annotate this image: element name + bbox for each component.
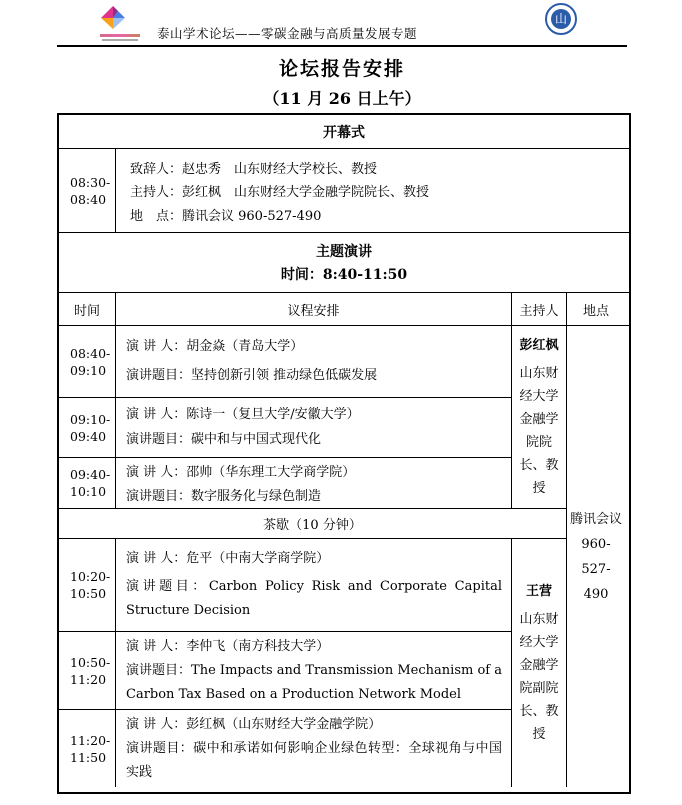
column-header-moderator: 主持人: [512, 293, 567, 325]
row-time: 10:50-11:20: [70, 654, 111, 687]
column-header-time: 时间: [59, 293, 116, 325]
row-time-cell: [59, 632, 116, 710]
tea-break-row: 茶歇（10 分钟）: [59, 509, 567, 539]
row-agenda-cell: [116, 326, 512, 398]
opening-row: [59, 149, 629, 233]
moderator-role: 山东财经大学金融学院副院长、教授: [519, 612, 559, 742]
topic-line: 演讲题目：数字服务化与绿色制造: [126, 489, 322, 504]
page-subtitle: （11 月 26 日上午）: [263, 89, 421, 108]
topic-line: 演讲题目：碳中和承诺如何影响企业绿色转型：全球视角与中国实践: [126, 741, 502, 780]
opening-time-cell: [59, 149, 116, 232]
location-cell: 腾讯会议960-527-490: [570, 511, 623, 602]
keynote-section-title: 主题演讲: [316, 244, 372, 260]
row-time-cell: [59, 539, 116, 632]
document-header: [0, 0, 682, 48]
row-time: 10:20-10:50: [70, 569, 111, 601]
row-time-cell: [59, 458, 116, 509]
row-agenda-cell: [116, 539, 512, 632]
column-header-location: 地点: [582, 303, 609, 319]
row-time-cell: [59, 398, 116, 458]
opening-line: 主持人：彭红枫 山东财经大学金融学院院长、教授: [130, 185, 430, 200]
opening-time: 08:30-08:40: [70, 174, 111, 207]
row-agenda-cell: [116, 458, 512, 509]
opening-details-cell: [116, 149, 629, 232]
moderator-name: 王营: [525, 584, 552, 599]
moderator-name: 彭红枫: [519, 338, 559, 353]
topic-line: 演讲题目：The Impacts and Transmission Mechanism of a Carbon Tax Based on a Production Network Model: [126, 663, 502, 702]
logo-caption-decoration: [100, 34, 140, 37]
speaker-line: 演 讲 人：李仲飞（南方科技大学）: [126, 639, 330, 654]
keynote-body: [59, 326, 629, 787]
seal-mountain-glyph: 山: [551, 9, 571, 29]
column-header-agenda: 议程安排: [116, 293, 512, 325]
moderator-cell: [512, 539, 567, 787]
keynote-time-line: 时间：8:40-11:50: [280, 267, 408, 283]
speaker-line: 演 讲 人：陈诗一（复旦大学/安徽大学）: [126, 406, 360, 422]
row-time: 09:40-10:10: [70, 467, 111, 499]
row-agenda-cell: [116, 710, 512, 787]
column-header-row: [59, 293, 629, 326]
page-title: 论坛报告安排: [278, 58, 405, 80]
taishan-forum-logo-icon: [98, 5, 142, 45]
header-divider: [57, 45, 627, 47]
speaker-line: 演 讲 人：胡金焱（青岛大学）: [126, 338, 304, 354]
keynote-section-header: [59, 233, 629, 293]
opening-line: 致辞人：赵忠秀 山东财经大学校长、教授: [130, 161, 378, 177]
speaker-line: 演 讲 人：彭红枫（山东财经大学金融学院）: [126, 717, 382, 732]
row-time-cell: [59, 710, 116, 787]
moderator-role: 山东财经大学金融学院院长、教授: [519, 366, 559, 496]
diamond-gem-icon: [98, 5, 128, 31]
row-agenda-cell: [116, 632, 512, 710]
row-agenda-cell: [116, 398, 512, 458]
opening-line: 地 点：腾讯会议 960-527-490: [130, 208, 322, 224]
topic-line: 演讲题目：坚持创新引领 推动绿色低碳发展: [126, 368, 378, 384]
row-time: 09:10-09:40: [70, 411, 111, 444]
moderator-cell: [512, 326, 567, 509]
speaker-line: 演 讲 人：危平（中南大学商学院）: [126, 550, 330, 566]
topic-line: 演讲题目：Carbon Policy Risk and Corporate Capital Structure Decision: [126, 579, 502, 619]
university-seal-icon: [545, 3, 577, 35]
row-time: 08:40-09:10: [70, 345, 111, 378]
row-time-cell: [59, 326, 116, 398]
topic-line: 演讲题目：碳中和与中国式现代化: [126, 432, 322, 448]
schedule-table: [57, 113, 631, 794]
row-time: 11:20-11:50: [70, 732, 111, 765]
speaker-line: 演 讲 人：邵帅（华东理工大学商学院）: [126, 465, 356, 480]
logo-caption-decoration: [102, 39, 138, 41]
forum-title-line: 泰山学术论坛——零碳金融与高质量发展专题: [156, 26, 418, 41]
opening-section-title: 开幕式: [59, 115, 629, 149]
